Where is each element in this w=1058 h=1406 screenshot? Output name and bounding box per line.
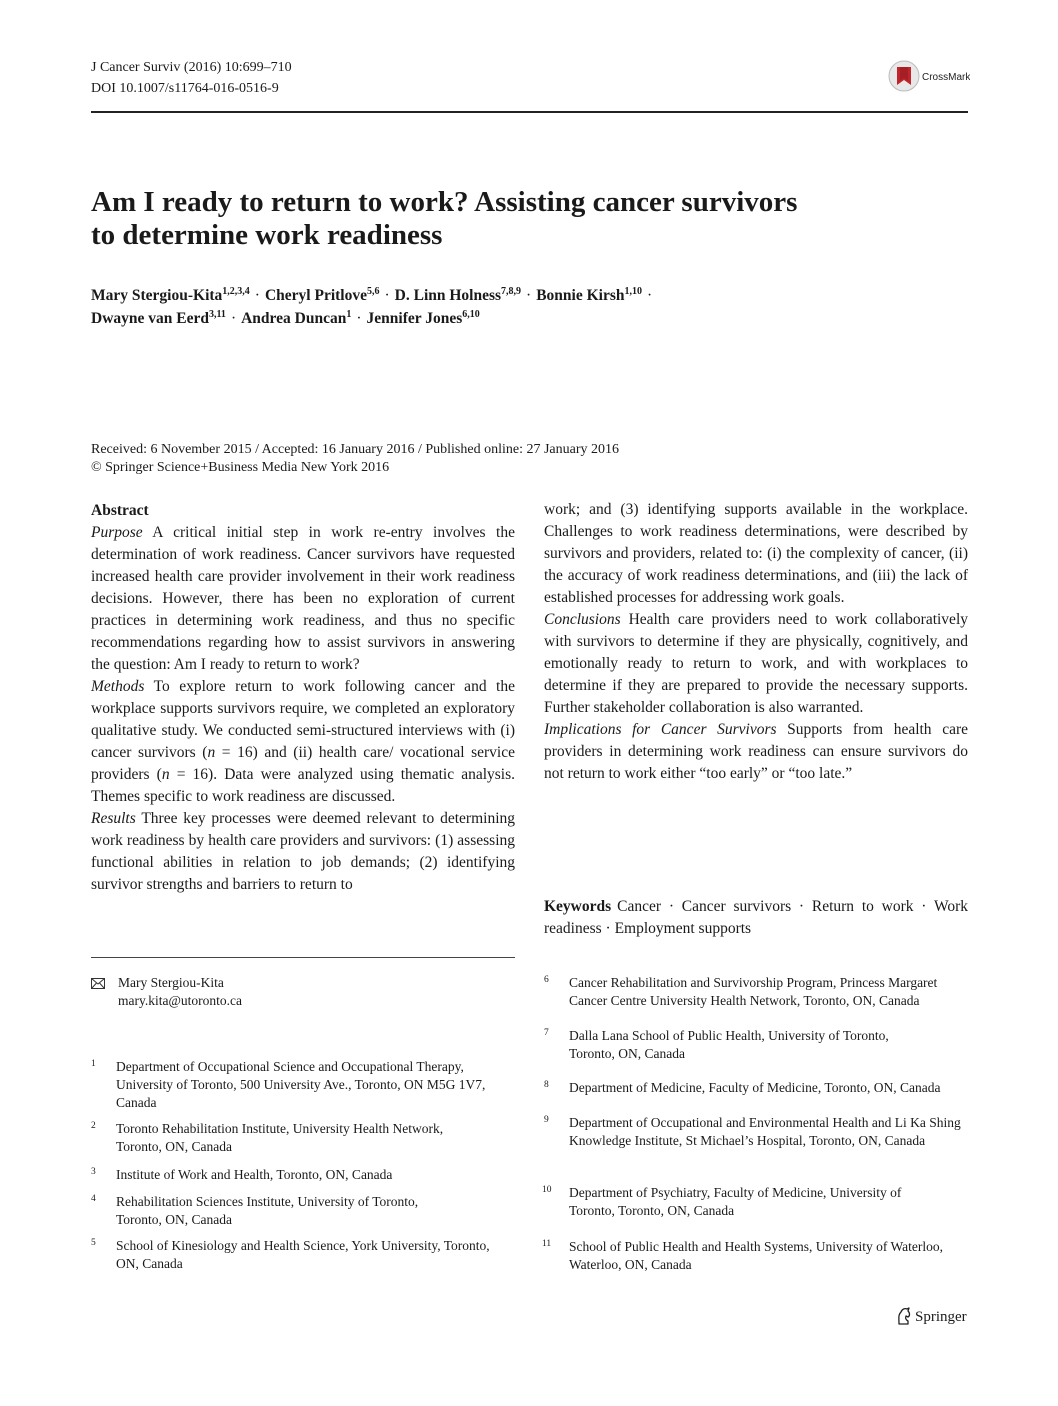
corresponding-author xyxy=(91,974,515,1014)
affiliation-number: 5 xyxy=(91,1238,96,1248)
article-title xyxy=(91,186,951,252)
title-line-1: Am I ready to return to work? Assisting cancer survivors xyxy=(91,186,798,218)
author-list xyxy=(91,284,961,330)
implications-text: Supports from health care providers in determining work readiness can ensure survivors do not return to work either “too early” or “too late.” xyxy=(544,721,968,782)
keywords-label: Keywords xyxy=(544,898,612,915)
implications-label: Implications for Cancer Survivors xyxy=(544,721,777,738)
author-affiliation-ref: 6,10 xyxy=(462,309,480,320)
affiliation-text: School of Public Health and Health Systems, University of Waterloo, Waterloo, ON, Canada xyxy=(569,1239,943,1272)
crossmark-badge[interactable] xyxy=(888,59,970,93)
affiliation-number: 10 xyxy=(542,1185,552,1195)
purpose-label: Purpose xyxy=(91,524,143,541)
author-affiliation-ref: 3,11 xyxy=(208,309,226,320)
sample-size-symbol: n xyxy=(207,744,216,761)
affiliations-right xyxy=(544,974,968,1274)
conclusions-text: Health care providers need to work collaboratively with survivors to determine if they are physically, cognitively, and emotionally ready to return to work, and with workplaces to determine if they are prepared to provide the necessary supports. Further stakeholder collaboration is also warranted. xyxy=(544,611,968,716)
corresponding-email[interactable]: mary.kita@utoronto.ca xyxy=(118,993,243,1008)
author-affiliation-ref: 1 xyxy=(346,309,352,320)
author-separator: · xyxy=(384,287,390,304)
author-separator: · xyxy=(526,287,532,304)
affiliation-number: 7 xyxy=(544,1028,549,1038)
conclusions-label: Conclusions xyxy=(544,611,621,628)
footnote-rule xyxy=(91,957,515,958)
crossmark-icon xyxy=(888,59,970,93)
author-name[interactable]: Mary Stergiou-Kita xyxy=(91,287,223,304)
envelope-icon xyxy=(91,976,105,994)
author-name[interactable]: D. Linn Holness xyxy=(394,287,502,304)
affiliation-text: Rehabilitation Sciences Institute, University of Toronto, Toronto, ON, Canada xyxy=(116,1194,419,1227)
abstract-methods xyxy=(91,676,515,808)
author-name[interactable]: Bonnie Kirsh xyxy=(536,287,625,304)
methods-text: = 16). Data were analyzed using thematic analysis. Themes specific to work readiness are discussed. xyxy=(91,766,515,805)
affiliation-text: Toronto Rehabilitation Institute, University Health Network, Toronto, ON, Canada xyxy=(116,1121,444,1154)
author-separator: · xyxy=(230,310,237,327)
results-text: Three key processes were deemed relevant to determining work readiness by health care providers and survivors: (1) assessing functional abilities in relation to job demands; (2) identifying survivor strengths and barriers to return to xyxy=(91,810,515,893)
author-name[interactable]: Cheryl Pritlove xyxy=(264,287,367,304)
publisher-name: Springer xyxy=(915,1309,967,1325)
affiliation-number: 3 xyxy=(91,1167,96,1177)
history-dates: Received: 6 November 2015 / Accepted: 16 January 2016 / Published online: 27 January 2016 xyxy=(91,442,620,457)
abstract-left-column xyxy=(91,500,515,896)
affiliation-text: Department of Medicine, Faculty of Medicine, Toronto, ON, Canada xyxy=(569,1080,941,1095)
affiliation-number: 1 xyxy=(91,1059,96,1069)
copyright: © Springer Science+Business Media New York 2016 xyxy=(91,460,390,475)
purpose-text: A critical initial step in work re-entry involves the determination of work readiness. Cancer survivors have requested increased health care provider involvement in their work readiness decisions. However, there has been no exploration of current practices in determining work readiness, and thus no specific recommendations regarding how to assist survivors in answering the question: Am I ready to return to work? xyxy=(91,524,515,673)
abstract-heading: Abstract xyxy=(91,502,149,519)
abstract-results-continued: work; and (3) identifying supports available in the workplace. Challenges to work readiness determinations, were described by survivors and providers, related to: (i) the complexity of cancer, (ii) the accuracy of work readiness determinations, and (iii) the lack of established processes for addressing work goals. xyxy=(544,501,968,606)
author-separator: · xyxy=(356,310,362,327)
author-affiliation-ref: 5,6 xyxy=(366,286,380,297)
abstract-results xyxy=(91,808,515,896)
author-affiliation-ref: 1,2,3,4 xyxy=(222,286,250,297)
publisher-logo xyxy=(896,1305,967,1333)
affiliation-text: Institute of Work and Health, Toronto, ON, Canada xyxy=(116,1167,393,1182)
affiliation-number: 6 xyxy=(544,975,549,985)
affiliation-text: Department of Psychiatry, Faculty of Medicine, University of Toronto, Toronto, ON, Canada xyxy=(569,1185,902,1218)
doi[interactable]: DOI 10.1007/s11764-016-0516-9 xyxy=(91,81,279,96)
methods-text: = 16) and (ii) health care/ vocational service providers ( xyxy=(91,744,515,783)
keywords-list: Cancer · Cancer survivors · Return to work · Work readiness · Employment supports xyxy=(544,898,968,937)
keywords xyxy=(544,896,968,940)
affiliation-text: Dalla Lana School of Public Health, University of Toronto, Toronto, ON, Canada xyxy=(569,1028,889,1061)
affiliation-text: School of Kinesiology and Health Science, York University, Toronto, ON, Canada xyxy=(116,1238,490,1271)
affiliation-text: Department of Occupational and Environmental Health and Li Ka Shing Knowledge Institute, St Michael’s Hospital, Toronto, ON, Canada xyxy=(569,1115,961,1148)
author-separator: · xyxy=(254,287,260,304)
abstract-implications xyxy=(544,719,968,785)
abstract-right-column xyxy=(544,499,968,785)
abstract-purpose xyxy=(91,522,515,676)
crossmark-label: CrossMark xyxy=(922,72,970,83)
affiliations-left xyxy=(91,1058,515,1278)
methods-text: To explore return to work following cancer and the workplace supports survivors require, we completed an exploratory qualitative study. We conducted semi-structured interviews with (i) cancer survivors ( xyxy=(91,678,515,761)
header-rule xyxy=(91,111,968,113)
abstract-conclusions xyxy=(544,609,968,719)
publication-dates xyxy=(91,441,991,477)
author-name[interactable]: Dwayne van Eerd xyxy=(91,310,209,327)
author-name[interactable]: Andrea Duncan xyxy=(241,310,347,327)
author-separator: · xyxy=(647,287,653,304)
affiliation-number: 2 xyxy=(91,1121,96,1131)
affiliation-text: Department of Occupational Science and Occupational Therapy, University of Toronto, 500 University Ave., Toronto, ON M5G 1V7, Canada xyxy=(116,1059,486,1110)
affiliation-number: 4 xyxy=(91,1194,96,1204)
sample-size-symbol: n xyxy=(161,766,170,783)
affiliation-text: Cancer Rehabilitation and Survivorship Program, Princess Margaret Cancer Centre University Health Network, Toronto, ON, Canada xyxy=(569,975,938,1008)
methods-label: Methods xyxy=(91,678,145,695)
springer-horse-icon xyxy=(896,1307,912,1333)
author-affiliation-ref: 7,8,9 xyxy=(501,286,522,297)
journal-citation: J Cancer Surviv (2016) 10:699–710 xyxy=(91,60,292,75)
title-line-2: to determine work readiness xyxy=(91,219,443,251)
corresponding-name: Mary Stergiou-Kita xyxy=(118,975,224,990)
author-affiliation-ref: 1,10 xyxy=(624,286,643,297)
results-label: Results xyxy=(91,810,136,827)
author-name[interactable]: Jennifer Jones xyxy=(366,310,463,327)
affiliation-number: 9 xyxy=(544,1115,549,1125)
affiliation-number: 11 xyxy=(542,1239,552,1249)
affiliation-number: 8 xyxy=(544,1080,549,1090)
